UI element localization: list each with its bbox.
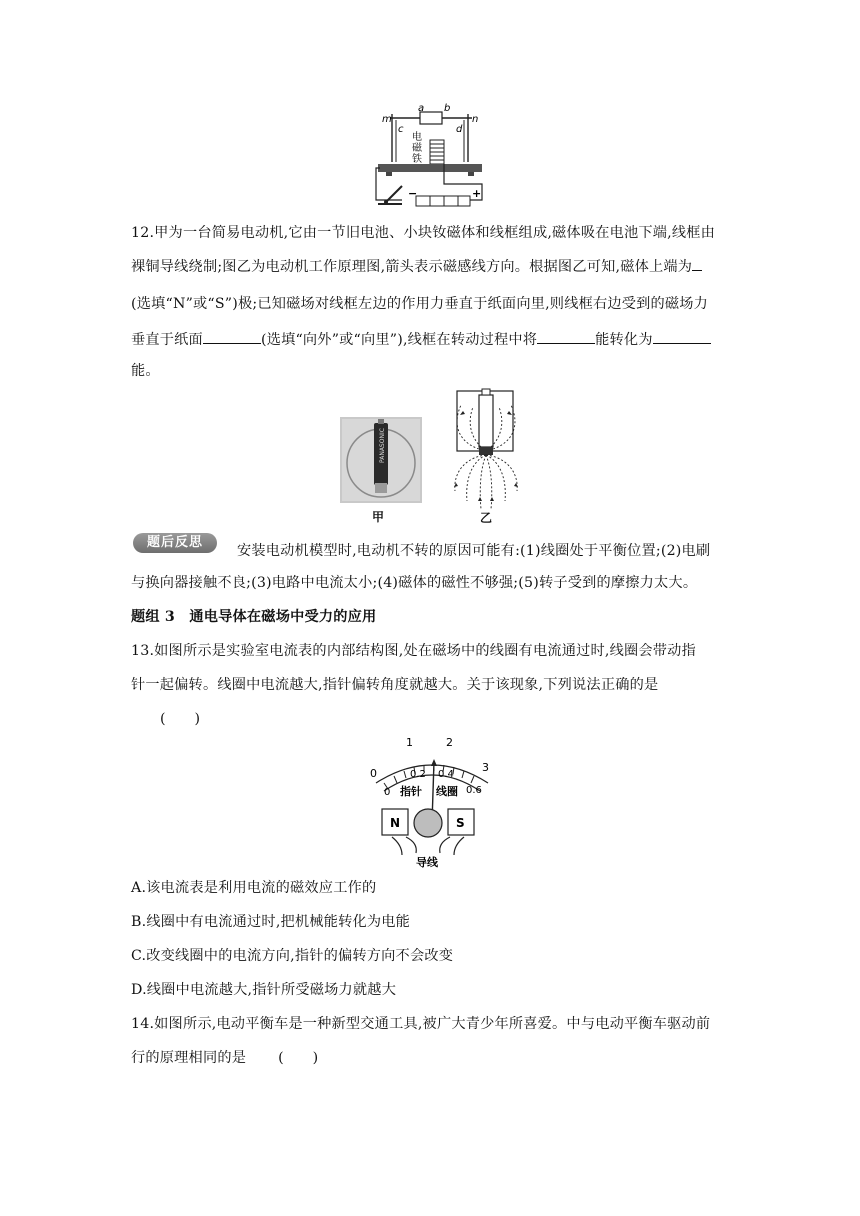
label-b: b [444,103,451,114]
ammeter-structure-figure [362,733,498,869]
battery-brand-text: PANASONIC [379,428,386,463]
q12-line2-text: 裸铜导线绕制;图乙为电动机工作原理图,箭头表示磁感线方向。根据图乙可知,磁体上端为 [131,259,693,275]
scale-top-3: 3 [482,761,489,774]
q12-line4-text-b: (选填“向外”或“向里”),线框在转动过程中将 [260,332,538,348]
q13-line2: 针一起偏转。线圈中电流越大,指针偏转角度就越大。关于该现象,下列说法正确的是 [131,677,659,693]
label-plus: + [472,187,482,200]
q13-answer-paren[interactable]: ( ) [160,711,201,727]
label-coil: 线圈 [436,785,458,798]
scale-top-1: 1 [406,736,413,749]
reflection-badge: 题后反思 [133,533,217,553]
reflection-line2: 与换向器接触不良;(3)电路中电流太小;(4)磁体的磁性不够强;(5)转子受到的摩擦力太大。 [131,575,698,591]
q12-line2 [131,256,702,277]
label-S: S [456,816,465,830]
q12-line4 [131,329,711,350]
label-pointer: 指针 [400,785,422,798]
q12-line1: 12.甲为一台简易电动机,它由一节旧电池、小块钕磁体和线框组成,磁体吸在电池下端,线框由 [131,225,716,241]
q14-line1: 14.如图所示,电动平衡车是一种新型交通工具,被广大青少年所喜爱。中与电动平衡车驱动前 [131,1016,711,1032]
electromagnet-circuit-figure [372,100,490,212]
q14-answer-paren[interactable]: ( ) [278,1050,319,1066]
q12-line5: 能。 [131,363,160,379]
label-minus: − [408,187,418,200]
scale-bottom-04: 0.4 [438,769,454,780]
battery-motor-photo [340,417,422,503]
label-n: n [472,114,479,125]
q13-option-a[interactable]: A.该电流表是利用电流的磁效应工作的 [131,880,377,896]
label-N: N [390,816,401,830]
figure-label-yi: 乙 [480,511,493,525]
q14-line2-text: 行的原理相同的是 [131,1050,247,1066]
q13-option-b[interactable]: B.线圈中有电流通过时,把机械能转化为电能 [131,914,411,930]
scale-bottom-06: 0.6 [466,785,482,796]
scale-bottom-02: 0.2 [410,769,426,780]
reflection-line1: 安装电动机模型时,电动机不转的原因可能有:(1)线圈处于平衡位置;(2)电刷 [237,543,711,559]
answer-blank-direction[interactable] [203,329,261,344]
magnetic-field-diagram [447,387,525,511]
scale-top-2: 2 [446,736,453,749]
q13-line1: 13.如图所示是实验室电流表的内部结构图,处在磁场中的线圈有电流通过时,线圈会带动指 [131,643,696,659]
label-m: m [382,114,392,125]
label-tie: 铁 [412,154,422,165]
q12-line4-text-c: 能转化为 [595,332,653,348]
label-wire: 导线 [416,856,438,869]
q14-line2 [131,1048,318,1068]
group3-title: 题组 3 通电导体在磁场中受力的应用 [131,609,377,625]
label-d: d [456,124,463,135]
label-a: a [418,103,425,114]
scale-bottom-0: 0 [384,787,391,798]
answer-blank-energy-from[interactable] [537,329,595,344]
scale-top-0: 0 [370,767,377,780]
label-dian: 电 [412,132,422,143]
answer-blank-pole[interactable] [692,256,702,271]
figure-label-jia: 甲 [372,510,385,524]
q12-line3: (选填“N”或“S”)极;已知磁场对线框左边的作用力垂直于纸面向里,则线框右边受到的磁场力 [131,296,709,312]
label-c: c [398,124,404,135]
answer-blank-energy-to[interactable] [653,329,711,344]
q13-option-d[interactable]: D.线圈中电流越大,指针所受磁场力就越大 [131,982,397,998]
label-ci: 磁 [412,143,422,154]
q13-option-c[interactable]: C.改变线圈中的电流方向,指针的偏转方向不会改变 [131,948,454,964]
q12-line4-text-a: 垂直于纸面 [131,332,203,348]
